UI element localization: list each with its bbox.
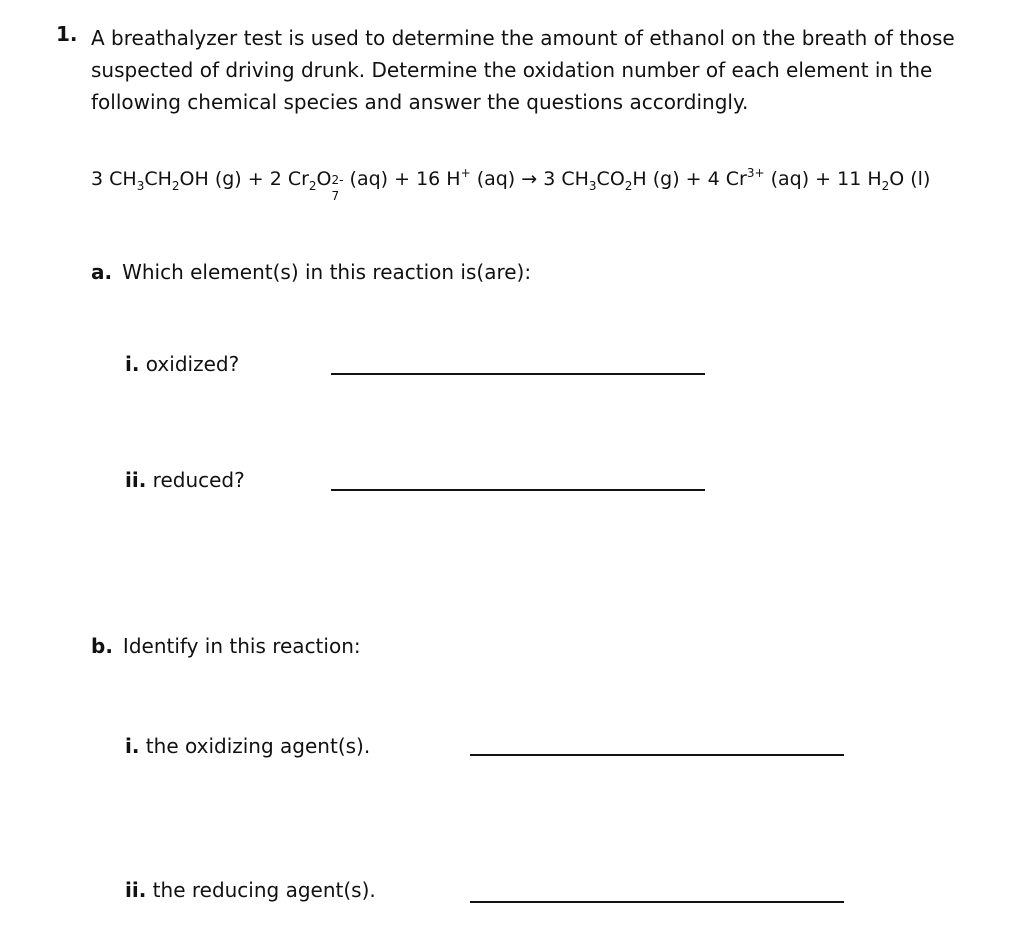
part-a-ii-text: reduced? xyxy=(146,468,245,492)
eq-text: OH (g) + 2 Cr xyxy=(179,168,309,190)
eq-sup: 3+ xyxy=(746,166,765,180)
eq-sup: + xyxy=(460,166,471,180)
eq-text: O (l) xyxy=(889,168,931,190)
eq-sub: 2 xyxy=(624,179,633,193)
part-a-i-label: i. xyxy=(125,352,140,376)
question-number: 1. xyxy=(56,22,78,46)
eq-text: (aq) → 3 CH xyxy=(470,168,589,190)
part-b-ii-label: ii. xyxy=(125,878,147,902)
intro-line-3: following chemical species and answer the questions accordingly. xyxy=(91,90,749,114)
part-b-heading xyxy=(91,634,361,658)
part-a-i xyxy=(125,352,239,376)
eq-sup: 2- xyxy=(331,173,344,187)
part-a-label: a. xyxy=(91,260,113,284)
answer-blank-oxidizing-agent[interactable] xyxy=(470,754,844,756)
eq-text: H (g) + 4 Cr xyxy=(632,168,747,190)
eq-subsup xyxy=(331,173,344,203)
intro-line-1: A breathalyzer test is used to determine the amount of ethanol on the breath of those xyxy=(91,26,955,50)
part-b-label: b. xyxy=(91,634,113,658)
part-b-text: Identify in this reaction: xyxy=(122,634,361,658)
eq-text: 3 CH xyxy=(91,168,137,190)
eq-sub: 7 xyxy=(331,189,340,203)
eq-text: O xyxy=(316,168,332,190)
eq-sub: 2 xyxy=(171,179,180,193)
eq-text: CO xyxy=(596,168,625,190)
answer-blank-oxidized[interactable] xyxy=(331,373,705,375)
part-b-ii xyxy=(125,878,376,902)
part-a-ii xyxy=(125,468,245,492)
question-intro xyxy=(91,22,1011,118)
part-a-i-text: oxidized? xyxy=(139,352,240,376)
part-b-i-text: the oxidizing agent(s). xyxy=(139,734,371,758)
part-a-heading xyxy=(91,260,531,284)
answer-blank-reduced[interactable] xyxy=(331,489,705,491)
part-b-i xyxy=(125,734,370,758)
part-a-text: Which element(s) in this reaction is(are): xyxy=(122,260,532,284)
eq-sub: 2 xyxy=(308,179,317,193)
eq-text: (aq) + 16 H xyxy=(343,168,461,190)
eq-text: CH xyxy=(144,168,172,190)
part-b-i-label: i. xyxy=(125,734,140,758)
intro-line-2: suspected of driving drunk. Determine the oxidation number of each element in the xyxy=(91,58,933,82)
part-b-ii-text: the reducing agent(s). xyxy=(146,878,376,902)
eq-sub: 3 xyxy=(136,179,145,193)
eq-text: (aq) + 11 H xyxy=(764,168,882,190)
eq-sub: 2 xyxy=(881,179,890,193)
chemical-equation xyxy=(91,164,931,203)
eq-sub: 3 xyxy=(588,179,597,193)
answer-blank-reducing-agent[interactable] xyxy=(470,901,844,903)
part-a-ii-label: ii. xyxy=(125,468,147,492)
